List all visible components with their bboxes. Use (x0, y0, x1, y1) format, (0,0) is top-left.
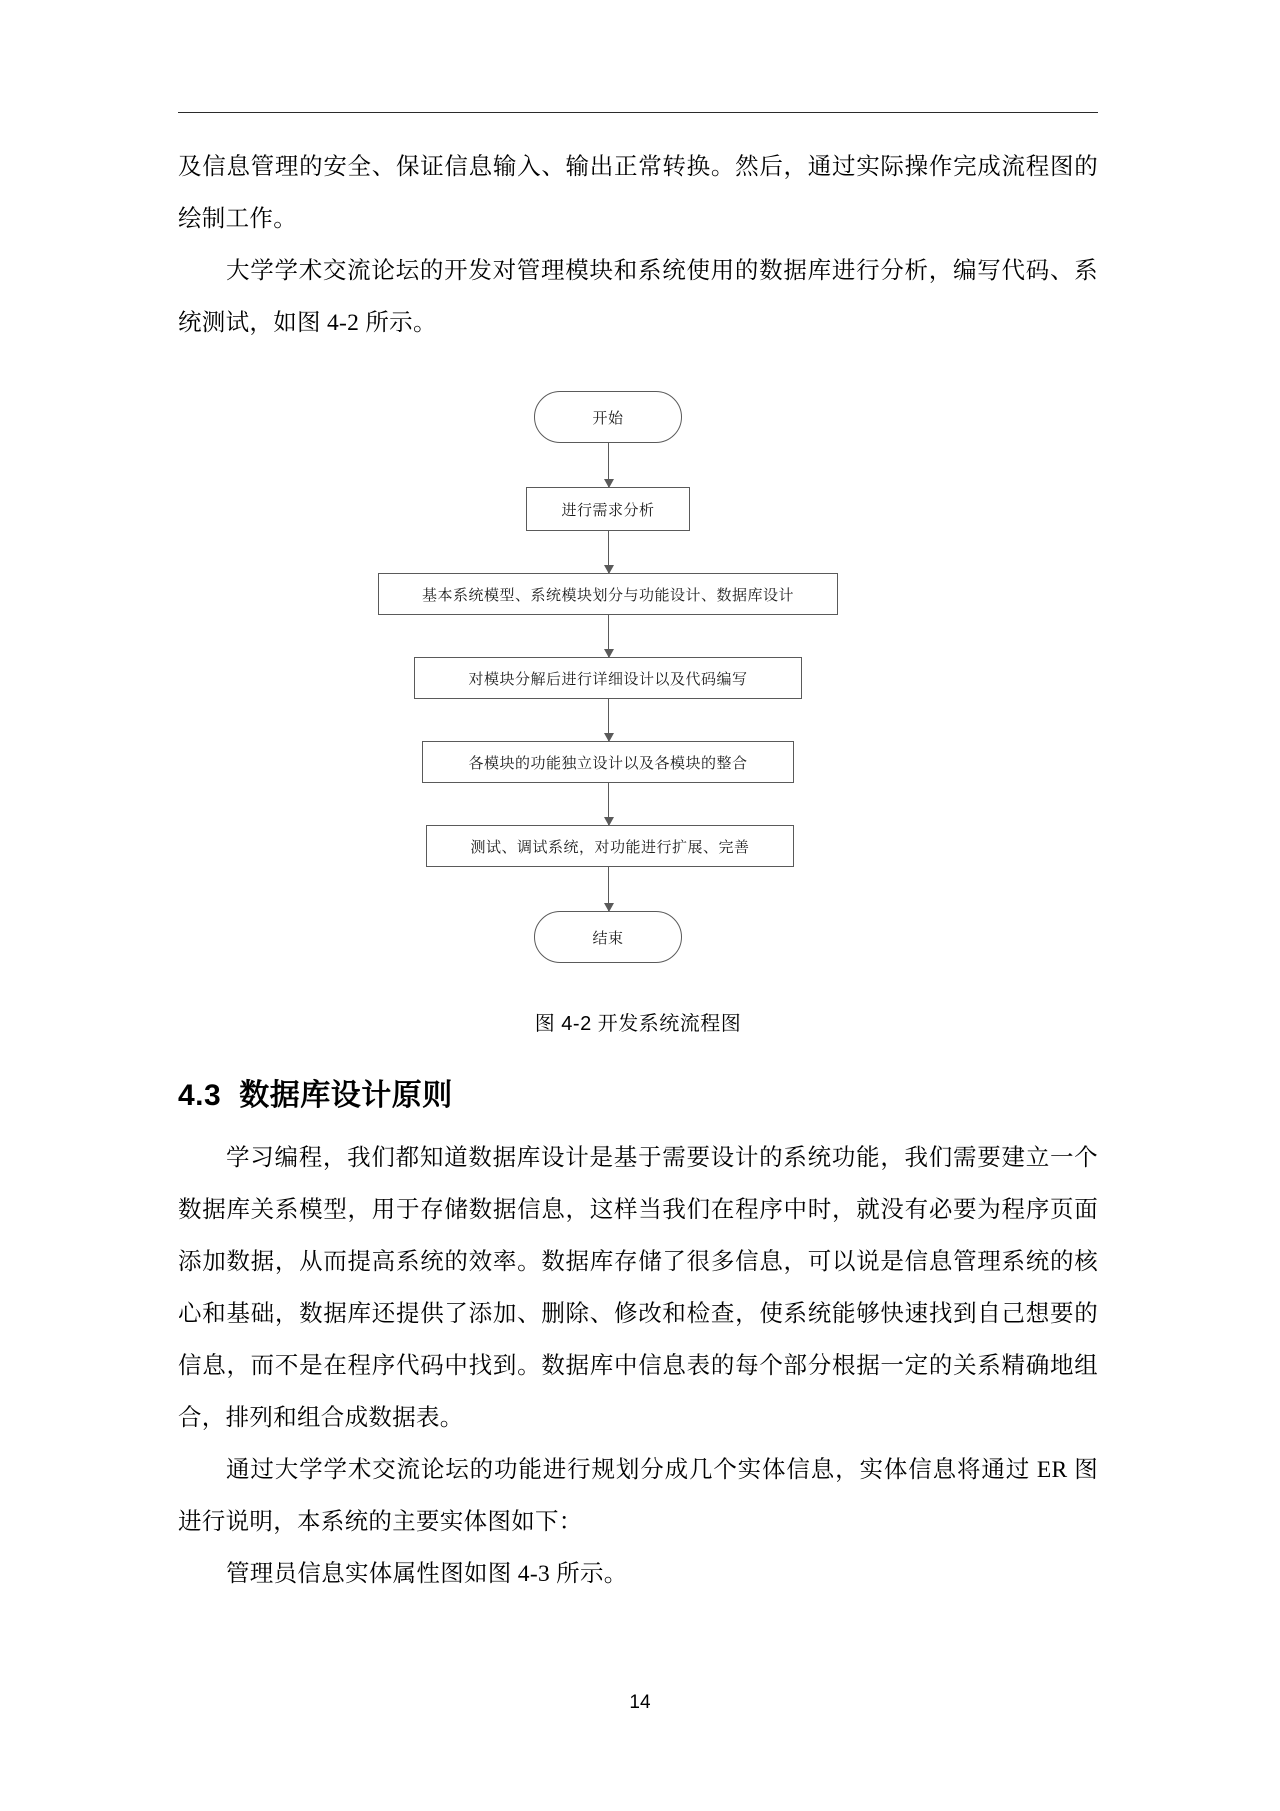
section-number: 4.3 (178, 1079, 222, 1112)
section-title: 数据库设计原则 (239, 1079, 453, 1112)
flow-node-end: 结束 (534, 911, 682, 963)
paragraph-er-diagram: 通过大学学术交流论坛的功能进行规划分成几个实体信息，实体信息将通过 ER 图进行说明，本系统的主要实体图如下： (178, 1457, 1098, 1535)
section-heading (178, 1070, 1098, 1114)
flow-node-requirements: 进行需求分析 (526, 487, 690, 531)
flow-node-module-integration: 各模块的功能独立设计以及各模块的整合 (422, 741, 794, 783)
paragraph-db-design: 学习编程，我们都知道数据库设计是基于需要设计的系统功能，我们需要建立一个数据库关系模型，用于存储数据信息，这样当我们在程序中时，就没有必要为程序页面添加数据，从而提高系统的效率。数据库存储了很多信息，可以说是信息管理系统的核心和基础，数据库还提供了添加、删除、修改和检查，使系统能够快速找到自己想要的信息，而不是在程序代码中找到。数据库中信息表的每个部分根据一定的关系精确地组合，排列和组合成数据表。 (178, 1145, 1098, 1431)
flow-node-detailed-design: 对模块分解后进行详细设计以及代码编写 (414, 657, 802, 699)
figure-caption: 图 4-2 开发系统流程图 (534, 1013, 742, 1035)
paragraph-continuation: 及信息管理的安全、保证信息输入、输出正常转换。然后，通过实际操作完成流程图的绘制工作。 (178, 154, 1098, 232)
flow-arrow-3 (608, 615, 609, 657)
page-content (178, 112, 1098, 1600)
flow-arrow-6 (608, 867, 609, 911)
flowchart-figure (178, 375, 1098, 947)
flow-arrow-2 (608, 531, 609, 573)
paragraph-admin-entity: 管理员信息实体属性图如图 4-3 所示。 (226, 1561, 628, 1587)
flow-arrow-5 (608, 783, 609, 825)
flow-arrow-1 (608, 443, 609, 487)
page-number: 14 (629, 1692, 651, 1713)
flow-arrow-4 (608, 699, 609, 741)
header-rule (178, 112, 1098, 113)
flow-node-start: 开始 (534, 391, 682, 443)
flow-node-testing: 测试、调试系统，对功能进行扩展、完善 (426, 825, 794, 867)
paragraph-intro-figure: 大学学术交流论坛的开发对管理模块和系统使用的数据库进行分析，编写代码、系统测试，如图 4-2 所示。 (178, 258, 1098, 336)
flow-node-system-model: 基本系统模型、系统模块划分与功能设计、数据库设计 (378, 573, 838, 615)
